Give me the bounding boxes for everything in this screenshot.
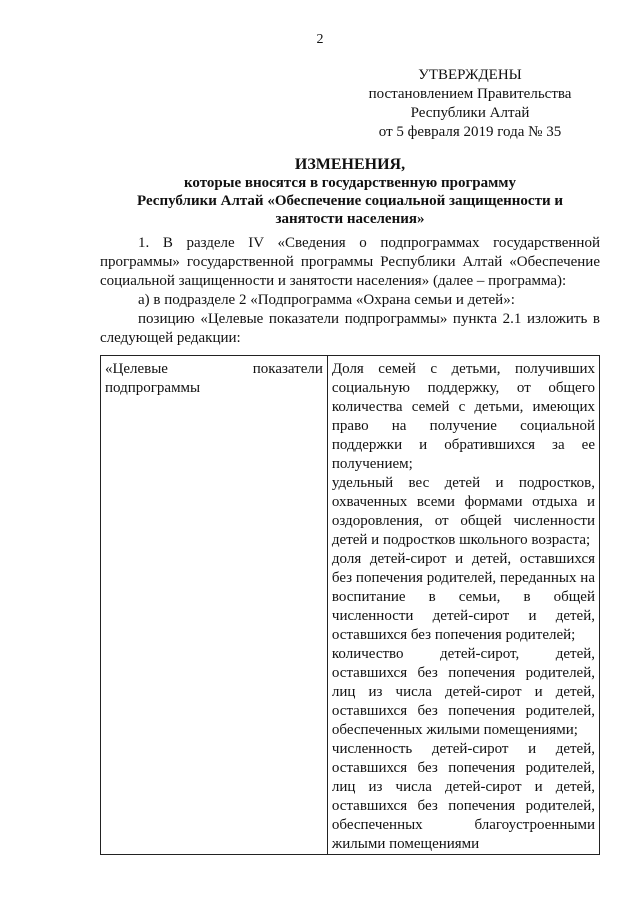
target-indicators-label [105,360,323,398]
indicator-item: Доля семей с детьми, получивших социальную поддержку, от общего количества семей с детьми, имеющих право на получение социальной поддержки и обратившихся за ее получением; [331,361,595,472]
page-number: 2 [316,32,324,47]
indicator-item: численность детей-сирот и детей, оставшихся без попечения родителей, лиц из числа детей-сирот и детей, оставшихся без попечения родителей, обеспеченных благоустроенными жилыми помещениями [331,741,595,852]
table-cell-label [101,356,328,855]
title-line-1: которые вносятся в государственную программу [183,175,517,191]
approval-stamp [350,66,590,142]
indicators-table [100,355,600,855]
table-row [101,356,600,855]
label-line-1: «Целевые показатели [105,361,323,377]
approval-line-4: от 5 февраля 2019 года № 35 [378,124,562,140]
label-line-2: подпрограммы [105,380,201,396]
table-cell-content [327,356,599,855]
indicator-item: удельный вес детей и подростков, охваченных всеми формами отдыха и оздоровления, от общей численности детей и подростков школьного возраста; [331,475,595,548]
body-paragraph-2: а) в подразделе 2 «Подпрограмма «Охрана семьи и детей»: [138,292,515,308]
approval-line-3: Республики Алтай [410,105,530,121]
body-paragraph-1: 1. В разделе IV «Сведения о подпрограммах государственной программы» государственной программы Республики Алтай «Обеспечение социальной защищенности и занятости населения» (далее – программа): [100,235,600,289]
document-body [100,234,600,348]
body-paragraph-3: позицию «Целевые показатели подпрограммы» пункта 2.1 изложить в следующей редакции: [100,311,600,346]
indicator-item: доля детей-сирот и детей, оставшихся без попечения родителей, переданных на воспитание в семьи, в общей численности детей-сирот и детей, оставшихся без попечения родителей; [331,551,595,643]
title-line-2: Республики Алтай «Обеспечение социальной защищенности и [137,193,563,209]
indicator-item: количество детей-сирот, детей, оставшихся без попечения родителей, лиц из числа детей-сирот и детей, оставшихся без попечения родителей, обеспеченных жилыми помещениями; [331,646,595,738]
title-heading: ИЗМЕНЕНИЯ, [294,156,406,173]
title-line-3: занятости населения» [275,211,425,227]
approval-line-1: УТВЕРЖДЕНЫ [418,67,522,83]
approval-line-2: постановлением Правительства [368,86,572,102]
document-title [100,156,600,228]
